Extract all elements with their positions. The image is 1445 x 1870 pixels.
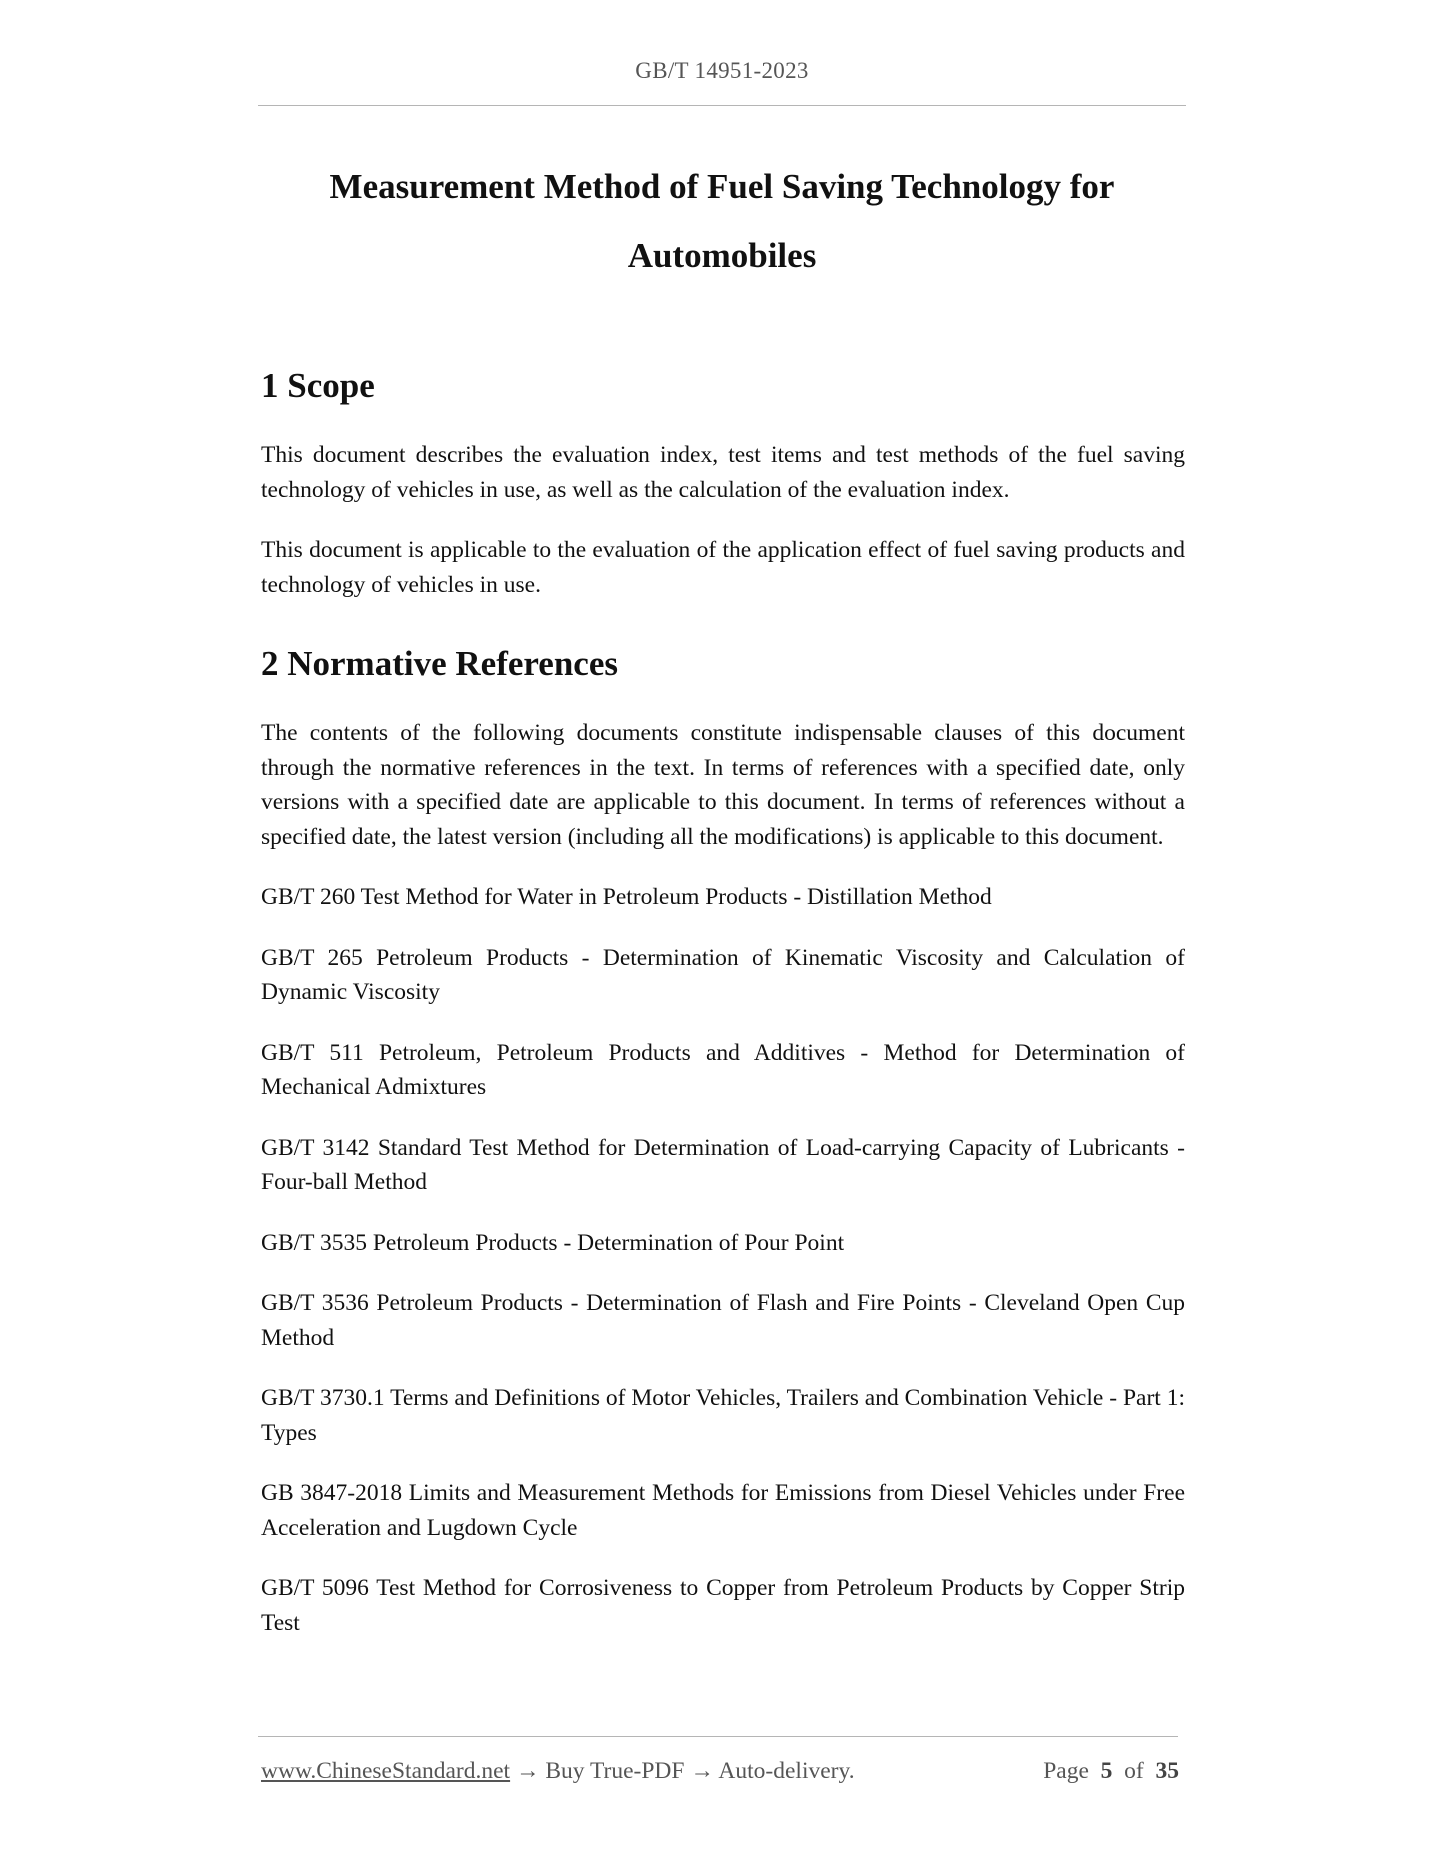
page-label: Page: [1043, 1758, 1089, 1784]
footer-divider: [258, 1736, 1178, 1737]
buy-pdf-text: Buy True-PDF: [545, 1758, 685, 1784]
section-heading-scope: 1 Scope: [261, 366, 375, 405]
arrow-right-icon: →: [690, 1758, 714, 1784]
footer-promo: [261, 1758, 855, 1785]
reference-item: GB/T 3536 Petroleum Products - Determination of Flash and Fire Points - Cleveland Open Cup Method: [261, 1290, 1185, 1351]
reference-item: GB/T 5096 Test Method for Corrosiveness to Copper from Petroleum Products by Copper Strip Test: [261, 1575, 1185, 1636]
reference-item: GB/T 511 Petroleum, Petroleum Products and Additives - Method for Determination of Mechanical Admixtures: [261, 1039, 1185, 1100]
document-title-line-2: Automobiles: [627, 236, 817, 275]
page-of-label: of: [1124, 1758, 1144, 1784]
page-current: 5: [1100, 1758, 1113, 1784]
reference-item: GB/T 3730.1 Terms and Definitions of Motor Vehicles, Trailers and Combination Vehicle - Part 1: Types: [261, 1385, 1185, 1446]
page-total: 35: [1155, 1758, 1179, 1784]
reference-item: GB/T 3535 Petroleum Products - Determination of Pour Point: [261, 1229, 845, 1256]
reference-item: GB 3847-2018 Limits and Measurement Methods for Emissions from Diesel Vehicles under Free Acceleration and Lugdown Cycle: [261, 1480, 1185, 1541]
page-header-standard-number: GB/T 14951-2023: [635, 58, 809, 83]
section-heading-normative-references: 2 Normative References: [261, 644, 618, 683]
site-link[interactable]: www.ChineseStandard.net: [261, 1758, 511, 1784]
page-number: [1043, 1758, 1179, 1785]
document-title: [258, 152, 1186, 290]
document-body: [261, 362, 1185, 1666]
normative-intro-paragraph: The contents of the following documents constitute indispensable clauses of this document through the normative references in the text. In terms of references with a specified date, only versions with a specified date are applicable to this document. In terms of references without a specified date, the latest version (including all the modifications) is applicable to this document.: [261, 720, 1185, 850]
auto-delivery-text: Auto-delivery.: [718, 1758, 855, 1784]
scope-paragraph-2: This document is applicable to the evaluation of the application effect of fuel saving products and technology of vehicles in use.: [261, 537, 1185, 598]
reference-item: GB/T 3142 Standard Test Method for Determination of Load-carrying Capacity of Lubricants - Four-ball Method: [261, 1134, 1185, 1195]
arrow-right-icon: →: [515, 1758, 540, 1784]
reference-item: GB/T 265 Petroleum Products - Determination of Kinematic Viscosity and Calculation of Dynamic Viscosity: [261, 944, 1185, 1005]
reference-item: GB/T 260 Test Method for Water in Petroleum Products - Distillation Method: [261, 884, 992, 910]
header-divider: [258, 105, 1186, 106]
document-title-line-1: Measurement Method of Fuel Saving Technology for: [329, 167, 1115, 206]
scope-paragraph-1: This document describes the evaluation index, test items and test methods of the fuel saving technology of vehicles in use, as well as the calculation of the evaluation index.: [261, 442, 1185, 503]
